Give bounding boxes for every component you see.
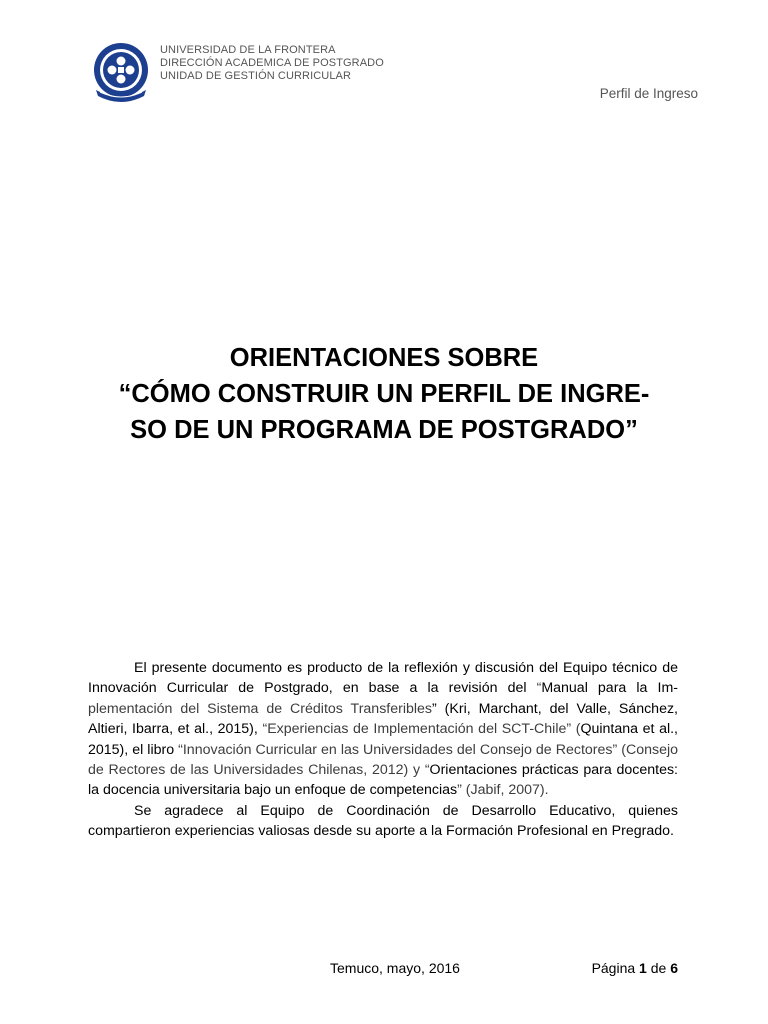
document-type-label: Perfil de Ingreso [599, 86, 698, 101]
page-current: 1 [639, 960, 647, 976]
intro-paragraph [88, 658, 678, 801]
university-seal-logo [88, 40, 154, 106]
paragraph-segment: ” (Jabif, 2007). [457, 782, 549, 799]
document-title [60, 340, 708, 448]
page-prefix: Página [591, 960, 640, 976]
document-body [88, 658, 678, 842]
paragraph-segment: Quintana et al., 2015), el libro [88, 721, 678, 758]
paragraph-segment: “ [536, 680, 542, 697]
paragraph-segment: El presente documento es producto de la reflexión y discusión del Equipo técnico de Innovación Curricular de Postgrado, en base a la revisión del [88, 660, 678, 697]
paragraph-segment: “Innovación Curricular en las Universidades del Consejo de Rectores” (Consejo de Rectores de las Universidades Chilenas, 2012) y “ [88, 741, 678, 779]
title-line: “CÓMO CONSTRUIR UN PERFIL DE INGRE- [118, 380, 650, 408]
paragraph-segment: ” (Kri, Marchant, del Valle, Sánchez, Altieri, Ibarra, et al., 2015), [88, 700, 678, 738]
paragraph-segment: “Experiencias de Implementación del SCT-Chile” ( [262, 721, 581, 738]
page-total: 6 [670, 960, 678, 976]
title-line: SO DE UN PROGRAMA DE POSTGRADO” [130, 416, 638, 444]
paragraph-segment: Manual para la Im- [541, 680, 678, 697]
institution-block [160, 44, 384, 83]
page-header [88, 38, 698, 108]
title-line: ORIENTACIONES SOBRE [229, 344, 539, 372]
acknowledgement-paragraph: Se agradece al Equipo de Coordinación de Desarrollo Educativo, quienes compartieron experiencias valiosas desde su aporte a la Formación Profesional en Pregrado. [88, 802, 678, 840]
institution-line: DIRECCIÓN ACADEMICA DE POSTGRADO [160, 57, 384, 69]
page-separator: de [646, 960, 671, 976]
footer-place-date: Temuco, mayo, 2016 [330, 960, 460, 976]
paragraph-segment: Orientaciones prácticas para docentes: la docencia universitaria bajo un enfoque de competencias [88, 762, 678, 799]
page-number [592, 960, 678, 976]
institution-line: UNIVERSIDAD DE LA FRONTERA [160, 44, 336, 56]
institution-line: UNIDAD DE GESTIÓN CURRICULAR [160, 70, 352, 82]
paragraph-segment: plementación del Sistema de Créditos Transferibles [88, 700, 433, 717]
